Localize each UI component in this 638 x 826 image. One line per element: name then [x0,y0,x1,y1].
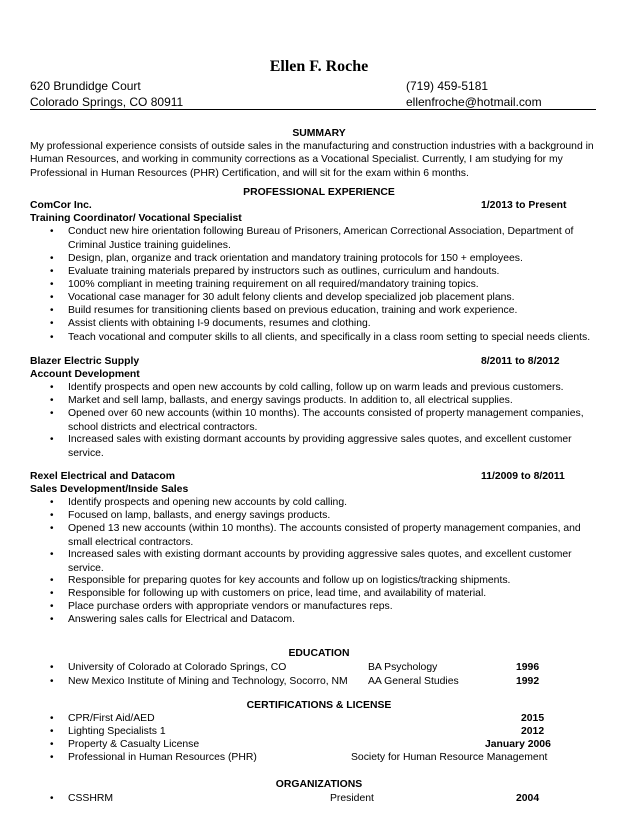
job-bullet: Assist clients with obtaining I-9 documents, resumes and clothing. [68,318,371,329]
certification-name: Lighting Specialists 1 [68,726,166,737]
bullet-icon: • [50,226,54,237]
job-dates: 11/2009 to 8/2011 [481,471,565,482]
job-bullet: Increased sales with existing dormant accounts by providing aggressive sales quotes, and excellent customer service. [68,549,572,574]
address-line-2: Colorado Springs, CO 80911 [30,95,184,109]
organization-year: 2004 [516,793,540,804]
certification-name: CPR/First Aid/AED [68,713,155,724]
job-bullet: Opened over 60 new accounts (within 10 months). The accounts consisted of property management companies, school districts and electrical contractors. [68,408,584,433]
education-school: New Mexico Institute of Mining and Technology, Socorro, NM [68,676,348,687]
education-year: 1996 [516,662,540,673]
bullet-icon: • [50,601,54,612]
job-dates: 1/2013 to Present [481,200,567,211]
job-bullet: 100% compliant in meeting training requirement on all required/mandatory training topics. [68,279,479,290]
education-degree: AA General Studies [368,676,459,687]
education-heading: EDUCATION [288,648,350,659]
phone-number: (719) 459-5181 [406,79,489,93]
job-company: Blazer Electric Supply [30,356,140,367]
certification-name: Property & Casualty License [68,739,200,750]
bullet-icon: • [50,434,54,445]
bullet-icon: • [50,713,54,724]
job-dates: 8/2011 to 8/2012 [481,356,560,367]
header-divider [30,109,596,110]
job-bullet: Design, plan, organize and track orientation and mandatory training protocols for 150 + employees. [68,253,523,264]
bullet-icon: • [50,523,54,534]
job-bullet: Vocational case manager for 30 adult felony clients and develop specialized job placement plans. [68,292,515,303]
education-degree: BA Psychology [368,662,438,673]
job-bullet: Opened 13 new accounts (within 10 months). The accounts consisted of property management companies, and small electrical contractors. [68,523,581,548]
bullet-icon: • [50,279,54,290]
bullet-icon: • [50,793,54,804]
job-bullet: Conduct new hire orientation following Bureau of Prisoners, American Correctional Association, Department of Criminal Justice training guidelines. [68,226,574,251]
certifications-heading: CERTIFICATIONS & LICENSE [246,700,392,711]
bullet-icon: • [50,318,54,329]
job-bullet: Identify prospects and open new accounts by cold calling, follow up on warm leads and previous customers. [68,382,564,393]
job-title: Sales Development/Inside Sales [30,484,189,495]
organization-name: CSSHRM [68,793,114,804]
bullet-icon: • [50,408,54,419]
job-bullet: Market and sell lamp, ballasts, and energy savings products. In addition to, all electrical supplies. [68,395,513,406]
bullet-icon: • [50,395,54,406]
job-company: ComCor Inc. [30,200,92,211]
bullet-icon: • [50,752,54,763]
job-title: Training Coordinator/ Vocational Specialist [30,213,242,224]
job-bullet: Responsible for following up with customers on price, lead time, and availability of material. [68,588,487,599]
bullet-icon: • [50,253,54,264]
certification-year: 2015 [521,713,545,724]
job-bullet: Focused on lamp, ballasts, and energy savings products. [68,510,331,521]
bullet-icon: • [50,266,54,277]
job-bullet: Teach vocational and computer skills to all clients, and specifically in a class room setting to special needs clients. [68,332,591,343]
bullet-icon: • [50,614,54,625]
job-bullet: Increased sales with existing dormant accounts by providing aggressive sales quotes, and excellent customer service. [68,434,572,459]
summary-heading: SUMMARY [292,128,346,139]
experience-heading: PROFESSIONAL EXPERIENCE [243,187,395,198]
certification-name: Professional in Human Resources (PHR) [68,752,257,763]
bullet-icon: • [50,575,54,586]
applicant-name: Ellen F. Roche [269,58,369,75]
bullet-icon: • [50,382,54,393]
summary-text: My professional experience consists of outside sales in the manufacturing and construction industries with a background in Human Resources, and working in community corrections as a Vocational Specialist. Currently, I am studying for my Professional in Human Resources (PHR) Certification, and will sit for the exam within 6 months. [30,141,594,179]
bullet-icon: • [50,588,54,599]
organizations-heading: ORGANIZATIONS [275,779,363,790]
bullet-icon: • [50,305,54,316]
bullet-icon: • [50,739,54,750]
job-bullet: Identify prospects and opening new accounts by cold calling. [68,497,347,508]
organization-role: President [330,793,374,804]
bullet-icon: • [50,726,54,737]
job-company: Rexel Electrical and Datacom [30,471,175,482]
job-title: Account Development [30,369,140,380]
job-bullet: Place purchase orders with appropriate vendors or manufactures reps. [68,601,393,612]
education-school: University of Colorado at Colorado Springs, CO [68,662,287,673]
bullet-icon: • [50,332,54,343]
bullet-icon: • [50,292,54,303]
job-bullet: Responsible for preparing quotes for key accounts and follow up on logistics/tracking shipments. [68,575,511,586]
bullet-icon: • [50,549,54,560]
bullet-icon: • [50,497,54,508]
job-bullet: Answering sales calls for Electrical and Datacom. [68,614,295,625]
bullet-icon: • [50,662,54,673]
education-year: 1992 [516,676,540,687]
job-bullet: Build resumes for transitioning clients based on previous education, training and work experience. [68,305,518,316]
bullet-icon: • [50,676,54,687]
certification-issuer: Society for Human Resource Management [351,752,548,763]
certification-year: 2012 [521,726,545,737]
certification-year: January 2006 [485,739,551,750]
bullet-icon: • [50,510,54,521]
email-address: ellenfroche@hotmail.com [406,95,542,109]
job-bullet: Evaluate training materials prepared by instructors such as outlines, curriculum and handouts. [68,266,500,277]
address-line-1: 620 Brundidge Court [30,79,141,93]
